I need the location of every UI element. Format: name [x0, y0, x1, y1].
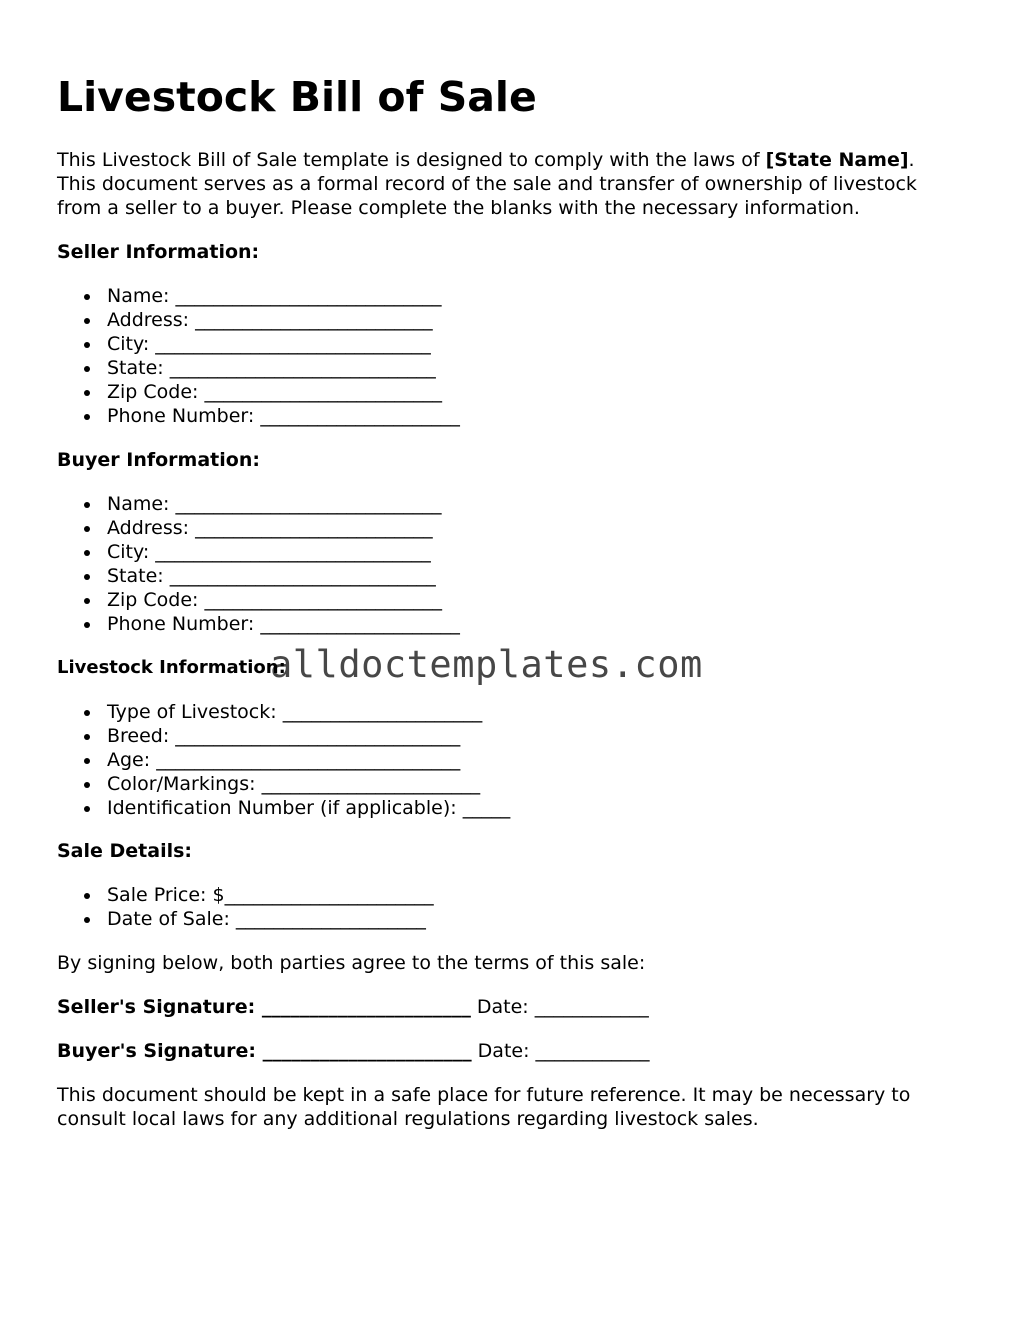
- closing-line-2: consult local laws for any additional regulations regarding livestock sales.: [57, 1108, 759, 1130]
- buyer-address-field: Address: _________________________: [57, 516, 460, 540]
- seller-heading: Seller Information:: [57, 241, 260, 263]
- closing-line-1: This document should be kept in a safe place for future reference. It may be necessary to: [57, 1084, 911, 1106]
- seller-state-field: State: ____________________________: [57, 356, 460, 380]
- buyer-list: [57, 492, 460, 636]
- seller-name-field: Name: ____________________________: [57, 284, 460, 308]
- state-name-placeholder: [State Name]: [765, 149, 909, 171]
- document-title: Livestock Bill of Sale: [57, 73, 537, 121]
- livestock-breed-field: Breed: ______________________________: [57, 724, 510, 748]
- seller-address-field: Address: _________________________: [57, 308, 460, 332]
- livestock-type-field: Type of Livestock: _____________________: [57, 700, 510, 724]
- seller-list: [57, 284, 460, 428]
- buyer-signature-line: [57, 1039, 650, 1063]
- seller-signature-date: Date: ____________: [470, 996, 649, 1018]
- closing-paragraph: [57, 1083, 910, 1131]
- seller-signature-label: Seller's Signature: ______________________: [57, 996, 471, 1018]
- buyer-zip-field: Zip Code: _________________________: [57, 588, 460, 612]
- intro-line-3: from a seller to a buyer. Please complete the blanks with the necessary information.: [57, 197, 860, 219]
- livestock-color-field: Color/Markings: _______________________: [57, 772, 510, 796]
- intro-line-1: [57, 148, 917, 172]
- livestock-list: [57, 700, 510, 820]
- intro-line-2: This document serves as a formal record of the sale and transfer of ownership of livestock: [57, 173, 917, 195]
- sale-date-field: Date of Sale: ____________________: [57, 907, 434, 931]
- sale-list: [57, 883, 434, 931]
- intro-paragraph: [57, 148, 917, 220]
- watermark-text: alldoctemplates.com: [270, 643, 703, 686]
- buyer-signature-date: Date: ____________: [471, 1040, 650, 1062]
- buyer-city-field: City: _____________________________: [57, 540, 460, 564]
- intro-line-1-pre: This Livestock Bill of Sale template is designed to comply with the laws of: [57, 149, 766, 171]
- livestock-id-field: Identification Number (if applicable): _____: [57, 796, 510, 820]
- buyer-heading: Buyer Information:: [57, 449, 260, 471]
- agreement-text: By signing below, both parties agree to the terms of this sale:: [57, 952, 646, 974]
- livestock-age-field: Age: ________________________________: [57, 748, 510, 772]
- livestock-heading: Livestock Information:: [57, 657, 286, 678]
- buyer-signature-label: Buyer's Signature: ______________________: [57, 1040, 472, 1062]
- seller-city-field: City: _____________________________: [57, 332, 460, 356]
- seller-signature-line: [57, 995, 649, 1019]
- sale-price-field: Sale Price: $______________________: [57, 883, 434, 907]
- buyer-state-field: State: ____________________________: [57, 564, 460, 588]
- buyer-phone-field: Phone Number: _____________________: [57, 612, 460, 636]
- seller-zip-field: Zip Code: _________________________: [57, 380, 460, 404]
- intro-line-1-post: .: [908, 149, 915, 171]
- buyer-name-field: Name: ____________________________: [57, 492, 460, 516]
- sale-heading: Sale Details:: [57, 840, 193, 862]
- seller-phone-field: Phone Number: _____________________: [57, 404, 460, 428]
